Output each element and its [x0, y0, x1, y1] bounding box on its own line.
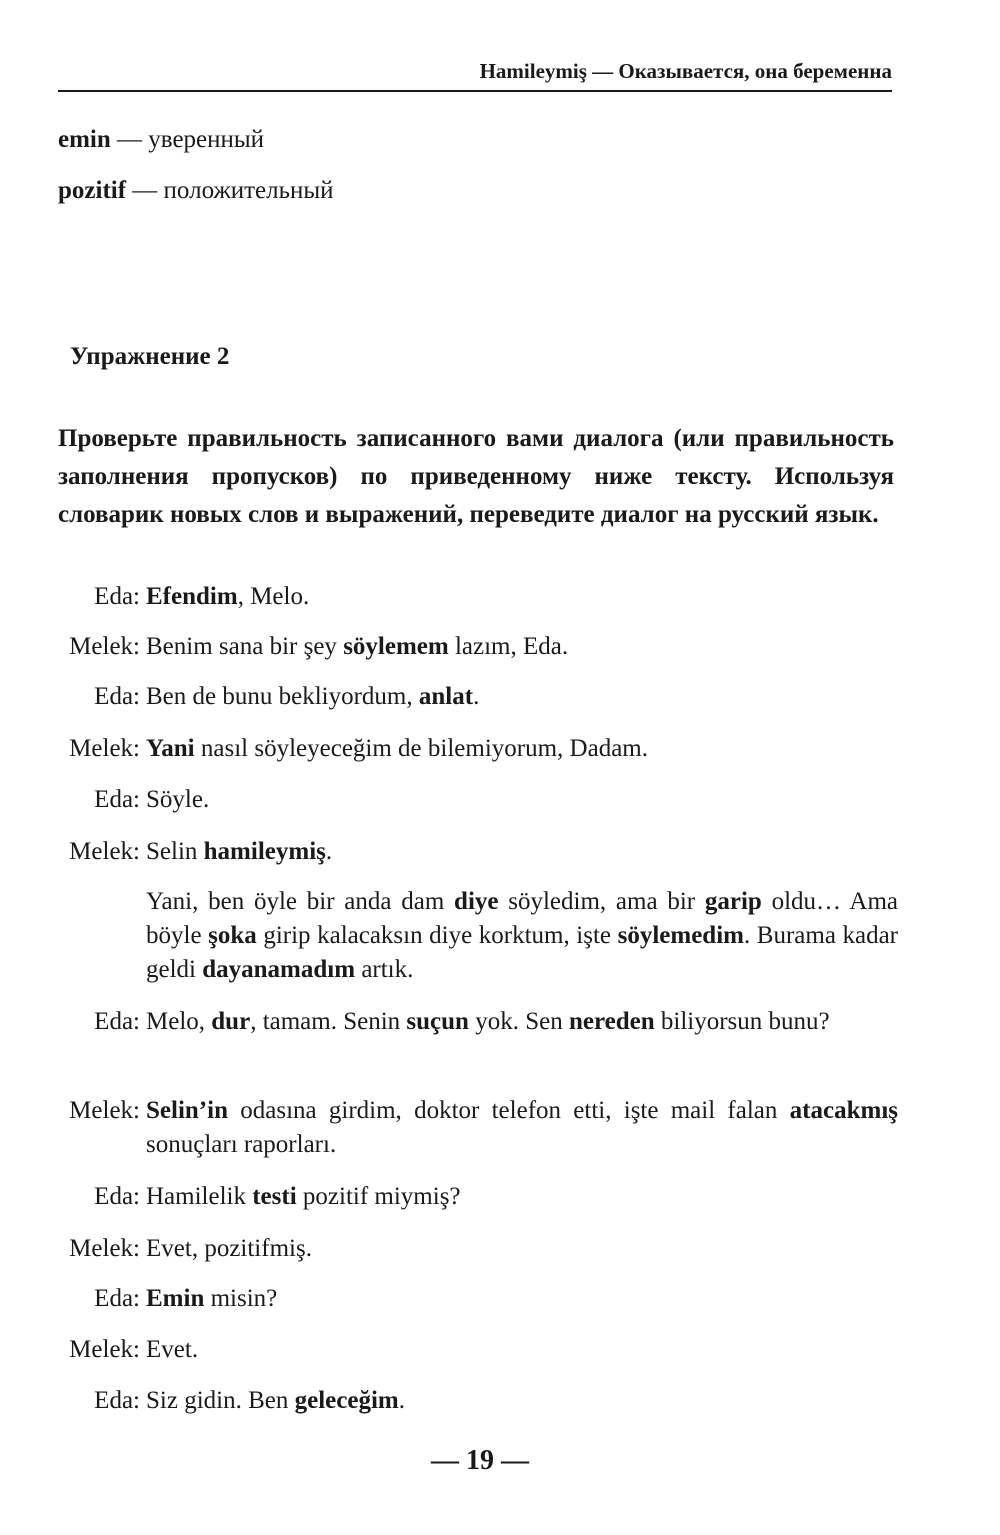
- line-text: biliyorsun bunu?: [654, 1008, 830, 1035]
- line-text: .: [398, 1387, 405, 1414]
- line-text: Evet, pozitifmiş.: [146, 1235, 312, 1262]
- line-text: . Burama kadar geldi: [146, 922, 899, 983]
- line-text: , Melo.: [237, 583, 310, 610]
- speaker-label: Melek:: [69, 735, 140, 762]
- line-text: Hamilelik: [146, 1183, 253, 1210]
- dialogue-line: [146, 1384, 898, 1418]
- exercise-instruction: Проверьте правильность записанного вами диалога (или правильность заполнения пропусков) по приведенному ниже тексту. Используя словарик новых слов и выражений, переведите диалог на русский язык.: [58, 425, 894, 528]
- speaker-label: Eda:: [94, 786, 140, 813]
- line-text: pozitif miymiş?: [296, 1183, 461, 1210]
- vocab-sep: —: [126, 177, 164, 204]
- dialogue-line: [146, 783, 898, 817]
- vocab-word: emin: [58, 126, 111, 153]
- speaker-label: Eda:: [94, 583, 140, 610]
- line-text: Siz gidin. Ben: [146, 1387, 295, 1414]
- speaker-label: Eda:: [94, 1008, 140, 1035]
- speaker-label: Melek:: [69, 1235, 140, 1262]
- bold-word: anlat: [418, 683, 474, 710]
- dialogue-line: [146, 1180, 898, 1214]
- bold-word: söylemem: [343, 633, 449, 660]
- dialogue-line: [146, 1333, 898, 1367]
- page-number: — 19 —: [431, 1445, 529, 1476]
- dialogue-line: [146, 580, 898, 614]
- dialogue-line: [146, 1094, 898, 1162]
- dialogue-line: [146, 732, 898, 766]
- running-head: Hamileymiş — Оказывается, она беременна: [479, 59, 892, 83]
- line-text: Selin: [146, 838, 204, 865]
- bold-word: garip: [704, 888, 762, 915]
- bold-word: şoka: [208, 922, 257, 949]
- bold-word: dayanamadım: [202, 956, 356, 983]
- line-text: sonuçları raporları.: [146, 1131, 337, 1158]
- line-text: Yani, ben öyle bir anda dam: [146, 888, 455, 915]
- line-text: oldu… Ama böyle: [146, 888, 898, 949]
- dialogue-line: [146, 1232, 898, 1266]
- exercise-title: Упражнение 2: [70, 343, 230, 370]
- bold-word: diye: [454, 888, 499, 915]
- line-text: söyledim, ama bir: [498, 888, 705, 915]
- line-text: misin?: [204, 1285, 278, 1312]
- speaker-label: Melek:: [69, 1097, 140, 1124]
- vocab-sep: —: [110, 126, 149, 153]
- vocab-entry-pozitif: [58, 176, 334, 206]
- bold-word: atacakmış: [789, 1097, 898, 1124]
- line-text: , tamam. Senin: [250, 1008, 407, 1035]
- line-text: girip kalacaksın diye korktum, işte: [256, 922, 618, 949]
- line-text: artık.: [355, 956, 414, 983]
- speaker-label: Melek:: [69, 838, 140, 865]
- bold-word: söylemedim: [617, 922, 744, 949]
- line-text: Ben de bunu bekliyordum,: [146, 683, 419, 710]
- bold-word: suçun: [406, 1008, 469, 1035]
- dialogue-line: [146, 1005, 898, 1039]
- line-text: nasıl söyleyeceğim de bilemiyorum, Dadam.: [194, 735, 648, 762]
- bold-word: nereden: [568, 1008, 655, 1035]
- line-text: Melo,: [146, 1008, 212, 1035]
- speaker-label: Eda:: [94, 1183, 140, 1210]
- bold-word: hamileymiş: [203, 838, 326, 865]
- line-text: Benim sana bir şey: [146, 633, 344, 660]
- line-text: Söyle.: [146, 786, 210, 813]
- speaker-label: Melek:: [69, 633, 140, 660]
- line-text: .: [473, 683, 480, 710]
- line-text: lazım, Eda.: [448, 633, 569, 660]
- dialogue-line: [146, 680, 898, 714]
- line-text: yok. Sen: [468, 1008, 569, 1035]
- vocab-meaning: уверенный: [148, 126, 265, 153]
- dialogue-line: [146, 630, 898, 664]
- header-rule: [58, 90, 892, 92]
- speaker-label: Eda:: [94, 1285, 140, 1312]
- dialogue-line: [146, 885, 898, 987]
- bold-word: dur: [211, 1008, 251, 1035]
- speaker-label: Eda:: [94, 683, 140, 710]
- bold-word: geleceğim: [294, 1387, 399, 1414]
- vocab-word: pozitif: [58, 177, 127, 204]
- vocab-meaning: положительный: [163, 177, 334, 204]
- speaker-label: Melek:: [69, 1336, 140, 1363]
- bold-word: testi: [252, 1183, 297, 1210]
- dialogue-line: [146, 835, 898, 869]
- line-text: odasına girdim, doktor telefon etti, işte mail falan: [227, 1097, 790, 1124]
- speaker-label: Eda:: [94, 1387, 140, 1414]
- line-text: Evet.: [146, 1336, 199, 1363]
- bold-word: Selin’in: [146, 1097, 228, 1124]
- bold-word: Emin: [146, 1285, 205, 1312]
- bold-word: Yani: [146, 735, 195, 762]
- line-text: .: [325, 838, 333, 865]
- bold-word: Efendim: [146, 583, 238, 610]
- vocab-entry-emin: [58, 125, 264, 155]
- dialogue-line: [146, 1282, 898, 1316]
